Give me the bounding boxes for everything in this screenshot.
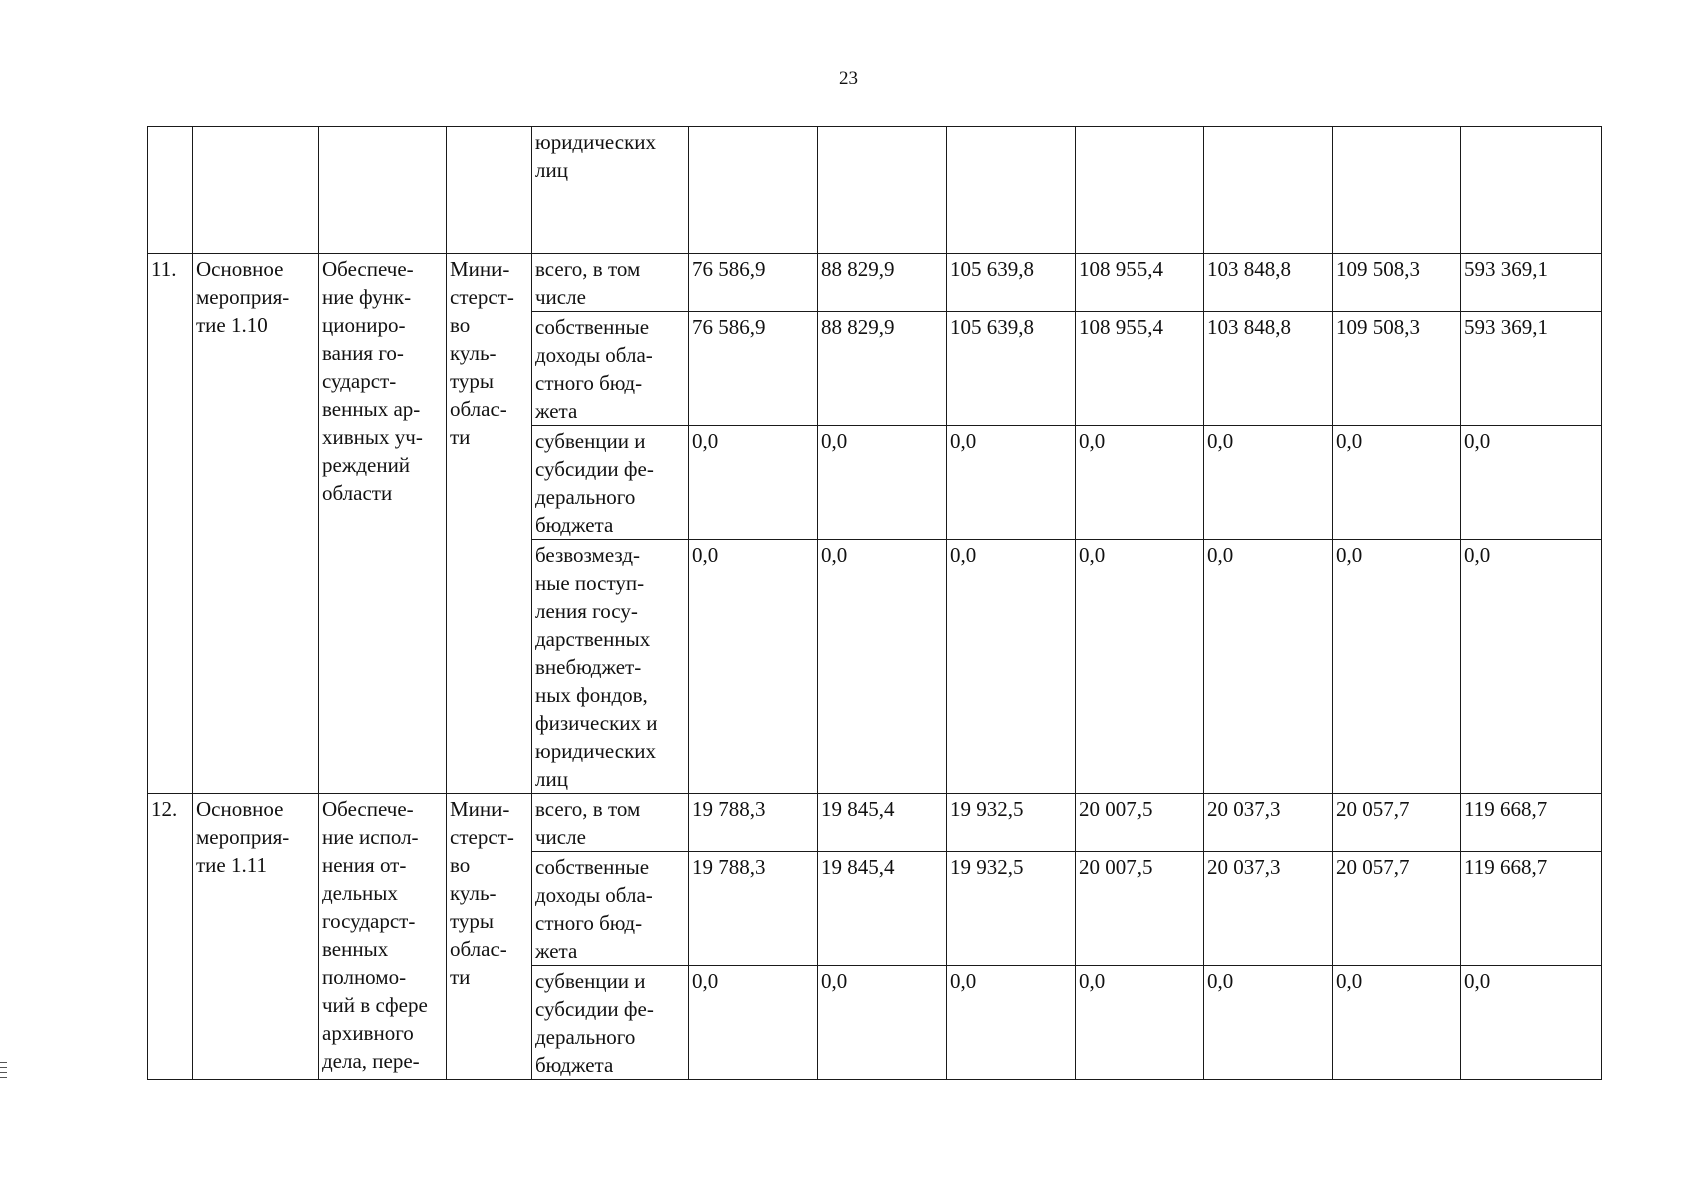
cell-value: 19 845,4: [818, 794, 947, 852]
cell-value: 76 586,9: [689, 254, 818, 312]
page-number: 23: [839, 68, 858, 89]
cell-type: [193, 127, 319, 254]
cell-value: 109 508,3: [1333, 312, 1461, 426]
cell-value: 0,0: [689, 966, 818, 1080]
cell-source: юридических лиц: [532, 127, 689, 254]
cell-value: 0,0: [1076, 426, 1204, 540]
cell-value: 0,0: [1076, 540, 1204, 794]
cell-value: 20 057,7: [1333, 794, 1461, 852]
cell-value: 593 369,1: [1461, 312, 1602, 426]
cell-value: 0,0: [1204, 966, 1333, 1080]
cell-value: 0,0: [947, 426, 1076, 540]
cell-name: Обеспече- ние функ- циониро- вания го- сударст- венных ар- хивных уч- реждений области: [319, 254, 447, 794]
cell-value: 0,0: [1461, 426, 1602, 540]
cell-value: 0,0: [1204, 540, 1333, 794]
cell-value: [1333, 127, 1461, 254]
cell-value: 103 848,8: [1204, 312, 1333, 426]
cell-value: 119 668,7: [1461, 794, 1602, 852]
cell-value: 0,0: [947, 540, 1076, 794]
cell-value: 20 007,5: [1076, 852, 1204, 966]
margin-mark: [0, 1072, 7, 1073]
cell-value: [1204, 127, 1333, 254]
cell-value: 108 955,4: [1076, 254, 1204, 312]
cell-value: 105 639,8: [947, 312, 1076, 426]
margin-mark: [0, 1062, 7, 1063]
cell-executor: Мини- стерст- во куль- туры облас- ти: [447, 794, 532, 1080]
table-row: [148, 254, 1602, 312]
cell-value: 0,0: [1333, 540, 1461, 794]
cell-value: 108 955,4: [1076, 312, 1204, 426]
cell-value: 109 508,3: [1333, 254, 1461, 312]
cell-source: всего, в том числе: [532, 794, 689, 852]
cell-source: собственные доходы обла- стного бюд- жета: [532, 312, 689, 426]
cell-source: субвенции и субсидии фе- дерального бюджета: [532, 966, 689, 1080]
cell-value: 103 848,8: [1204, 254, 1333, 312]
cell-value: 0,0: [689, 540, 818, 794]
cell-value: [947, 127, 1076, 254]
cell-value: 76 586,9: [689, 312, 818, 426]
cell-value: [1076, 127, 1204, 254]
cell-value: [689, 127, 818, 254]
cell-value: 19 932,5: [947, 794, 1076, 852]
cell-value: 20 037,3: [1204, 794, 1333, 852]
cell-value: 0,0: [1333, 966, 1461, 1080]
cell-value: 0,0: [1204, 426, 1333, 540]
cell-value: 0,0: [1461, 966, 1602, 1080]
cell-value: 0,0: [818, 426, 947, 540]
cell-value: 0,0: [689, 426, 818, 540]
cell-value: 88 829,9: [818, 254, 947, 312]
cell-source: всего, в том числе: [532, 254, 689, 312]
cell-value: 0,0: [818, 966, 947, 1080]
cell-source: безвозмезд- ные поступ- ления госу- дарственных внебюджет- ных фондов, физических и юридических лиц: [532, 540, 689, 794]
scan-margin-marks: [0, 1062, 8, 1082]
cell-value: 119 668,7: [1461, 852, 1602, 966]
continuation-row: [148, 127, 1602, 254]
cell-no: [148, 127, 193, 254]
cell-value: 20 007,5: [1076, 794, 1204, 852]
cell-value: 19 788,3: [689, 852, 818, 966]
margin-mark: [0, 1067, 7, 1068]
cell-name: [319, 127, 447, 254]
cell-value: 0,0: [1461, 540, 1602, 794]
cell-value: 88 829,9: [818, 312, 947, 426]
cell-value: 20 057,7: [1333, 852, 1461, 966]
cell-type: Основное мероприя- тие 1.11: [193, 794, 319, 1080]
cell-value: 19 932,5: [947, 852, 1076, 966]
cell-value: [818, 127, 947, 254]
cell-executor: Мини- стерст- во куль- туры облас- ти: [447, 254, 532, 794]
cell-value: 0,0: [818, 540, 947, 794]
cell-source: субвенции и субсидии фе- дерального бюджета: [532, 426, 689, 540]
cell-value: 20 037,3: [1204, 852, 1333, 966]
cell-executor: [447, 127, 532, 254]
cell-value: 0,0: [947, 966, 1076, 1080]
cell-type: Основное мероприя- тие 1.10: [193, 254, 319, 794]
cell-value: 0,0: [1333, 426, 1461, 540]
table-row: [148, 794, 1602, 852]
cell-no: 12.: [148, 794, 193, 1080]
cell-value: 105 639,8: [947, 254, 1076, 312]
margin-mark: [0, 1077, 7, 1078]
cell-value: 0,0: [1076, 966, 1204, 1080]
cell-value: 19 788,3: [689, 794, 818, 852]
cell-name: Обеспече- ние испол- нения от- дельных государст- венных полномо- чий в сфере архивного дела, пере-: [319, 794, 447, 1080]
cell-value: 19 845,4: [818, 852, 947, 966]
budget-table: [147, 126, 1602, 1080]
cell-value: 593 369,1: [1461, 254, 1602, 312]
cell-no: 11.: [148, 254, 193, 794]
cell-source: собственные доходы обла- стного бюд- жета: [532, 852, 689, 966]
cell-value: [1461, 127, 1602, 254]
